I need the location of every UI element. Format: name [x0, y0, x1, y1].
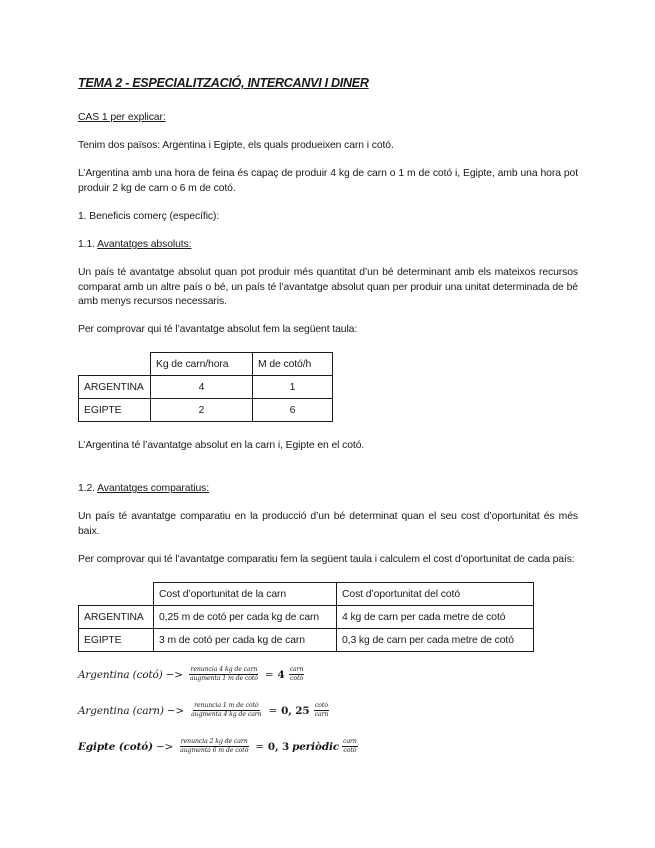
intro-paragraph: Tenim dos països: Argentina i Egipte, els quals produeixen carn i cotó.: [78, 140, 394, 151]
table-header-cell: Cost d’oportunitat del cotó: [337, 583, 534, 606]
formula-equals: =: [264, 668, 274, 681]
table-cell: 3 m de cotó per cada kg de carn: [154, 629, 337, 652]
table-row: [79, 606, 534, 629]
formula-argentina-coto: [78, 666, 307, 683]
formula-label: Egipte (cotó): [78, 740, 153, 753]
table-header-row: [79, 353, 333, 376]
table-empty-cell: [79, 583, 154, 606]
table-header-cell: Kg de carn/hora: [151, 353, 253, 376]
table-header-cell: M de cotó/h: [253, 353, 333, 376]
fraction-numerator: renuncia 4 kg de carn: [190, 666, 258, 673]
fraction-denominator: augmenta 1 m de cotó: [189, 675, 258, 682]
table-header-cell: Cost d’oportunitat de la carn: [154, 583, 337, 606]
section-1-2-label: Avantatges comparatius:: [97, 483, 210, 494]
formula-unit: [342, 738, 358, 755]
section-1-2-heading: [78, 482, 578, 497]
absolute-table-intro: Per comprovar qui té l’avantatge absolut fem la següent taula:: [78, 324, 358, 335]
formula-value: 0, 3: [267, 740, 290, 753]
formula-egipte-coto: [78, 738, 361, 755]
formula-label: Argentina (cotó): [78, 668, 163, 681]
table-row: [79, 629, 534, 652]
absolute-definition: Un país té avantatge absolut quan pot produir més quantitat d’un bé determinant amb els mateixos recursos comparat amb un altre país o bé, un país té l’avantatge absolut quan per produir una unitat determinada de bé amb menys recursos necessaris.: [78, 267, 578, 308]
table-row-label: EGIPTE: [79, 399, 151, 422]
formula-arrow: −>: [166, 704, 185, 717]
formula-value: 4: [277, 668, 285, 681]
table-row-label: EGIPTE: [79, 629, 154, 652]
unit-denominator: cotó: [343, 747, 357, 754]
formula-fraction: [190, 702, 262, 719]
table-cell: 2: [151, 399, 253, 422]
absolute-advantage-table: [78, 352, 333, 422]
section-1-1-label: Avantatges absoluts:: [97, 239, 192, 250]
fraction-numerator: renuncia 2 kg de carn: [180, 738, 248, 745]
unit-denominator: cotó: [290, 675, 304, 682]
table-cell: 4 kg de carn per cada metre de cotó: [337, 606, 534, 629]
comparative-table-intro: Per comprovar qui té l’avantatge comparatiu fem la següent taula i calculem el cost d’oportunitat de cada país:: [78, 554, 575, 565]
absolute-conclusion: L’Argentina té l’avantatge absolut en la carn i, Egipte en el cotó.: [78, 440, 365, 451]
table-row-label: ARGENTINA: [79, 376, 151, 399]
formula-unit: [314, 702, 330, 719]
formula-arrow: −>: [155, 740, 174, 753]
table-row-label: ARGENTINA: [79, 606, 154, 629]
premise-paragraph: L’Argentina amb una hora de feina és capaç de produir 4 kg de carn o 1 m de cotó i, Egipte, amb una hora pot produir 2 kg de carn o 6 m de cotó.: [78, 168, 578, 194]
section-1-1-heading: [78, 238, 578, 253]
comparative-definition: Un país té avantatge comparatiu en la producció d’un bé determinat quan el seu cost d’oportunitat és més baix.: [78, 511, 578, 537]
formula-label: Argentina (carn): [78, 704, 164, 717]
comparative-advantage-table: [78, 582, 534, 652]
fraction-denominator: augmenta 6 m de cotó: [180, 747, 249, 754]
table-row: [79, 399, 333, 422]
table-cell: 0,25 m de cotó per cada kg de carn: [154, 606, 337, 629]
formula-fraction: [179, 738, 249, 755]
section-1-heading: 1. Beneficis comerç (específic):: [78, 211, 220, 222]
section-1-2-number: 1.2.: [78, 483, 95, 494]
section-1-1-number: 1.1.: [78, 239, 95, 250]
table-cell: 4: [151, 376, 253, 399]
table-cell: 6: [253, 399, 333, 422]
page-title: TEMA 2 - ESPECIALITZACIÓ, INTERCANVI I DINER: [78, 76, 369, 90]
table-cell: 0,3 kg de carn per cada metre de cotó: [337, 629, 534, 652]
formula-fraction: [189, 666, 259, 683]
fraction-numerator: renuncia 1 m de cotó: [194, 702, 259, 709]
fraction-denominator: augmenta 4 kg de carn: [191, 711, 262, 718]
formula-suffix: periòdic: [292, 740, 340, 753]
case-heading: CAS 1 per explicar:: [78, 112, 166, 123]
formula-arrow: −>: [165, 668, 183, 681]
unit-denominator: carn: [314, 711, 329, 718]
formula-argentina-carn: [78, 702, 332, 719]
table-cell: 1: [253, 376, 333, 399]
formula-equals: =: [255, 740, 264, 753]
unit-numerator: cotó: [314, 702, 328, 709]
unit-numerator: carn: [289, 666, 304, 673]
table-row: [79, 376, 333, 399]
unit-numerator: carn: [343, 738, 357, 745]
formula-unit: [289, 666, 305, 683]
formula-value: 0, 25: [281, 704, 310, 717]
formula-equals: =: [268, 704, 278, 717]
table-header-row: [79, 583, 534, 606]
table-empty-cell: [79, 353, 151, 376]
